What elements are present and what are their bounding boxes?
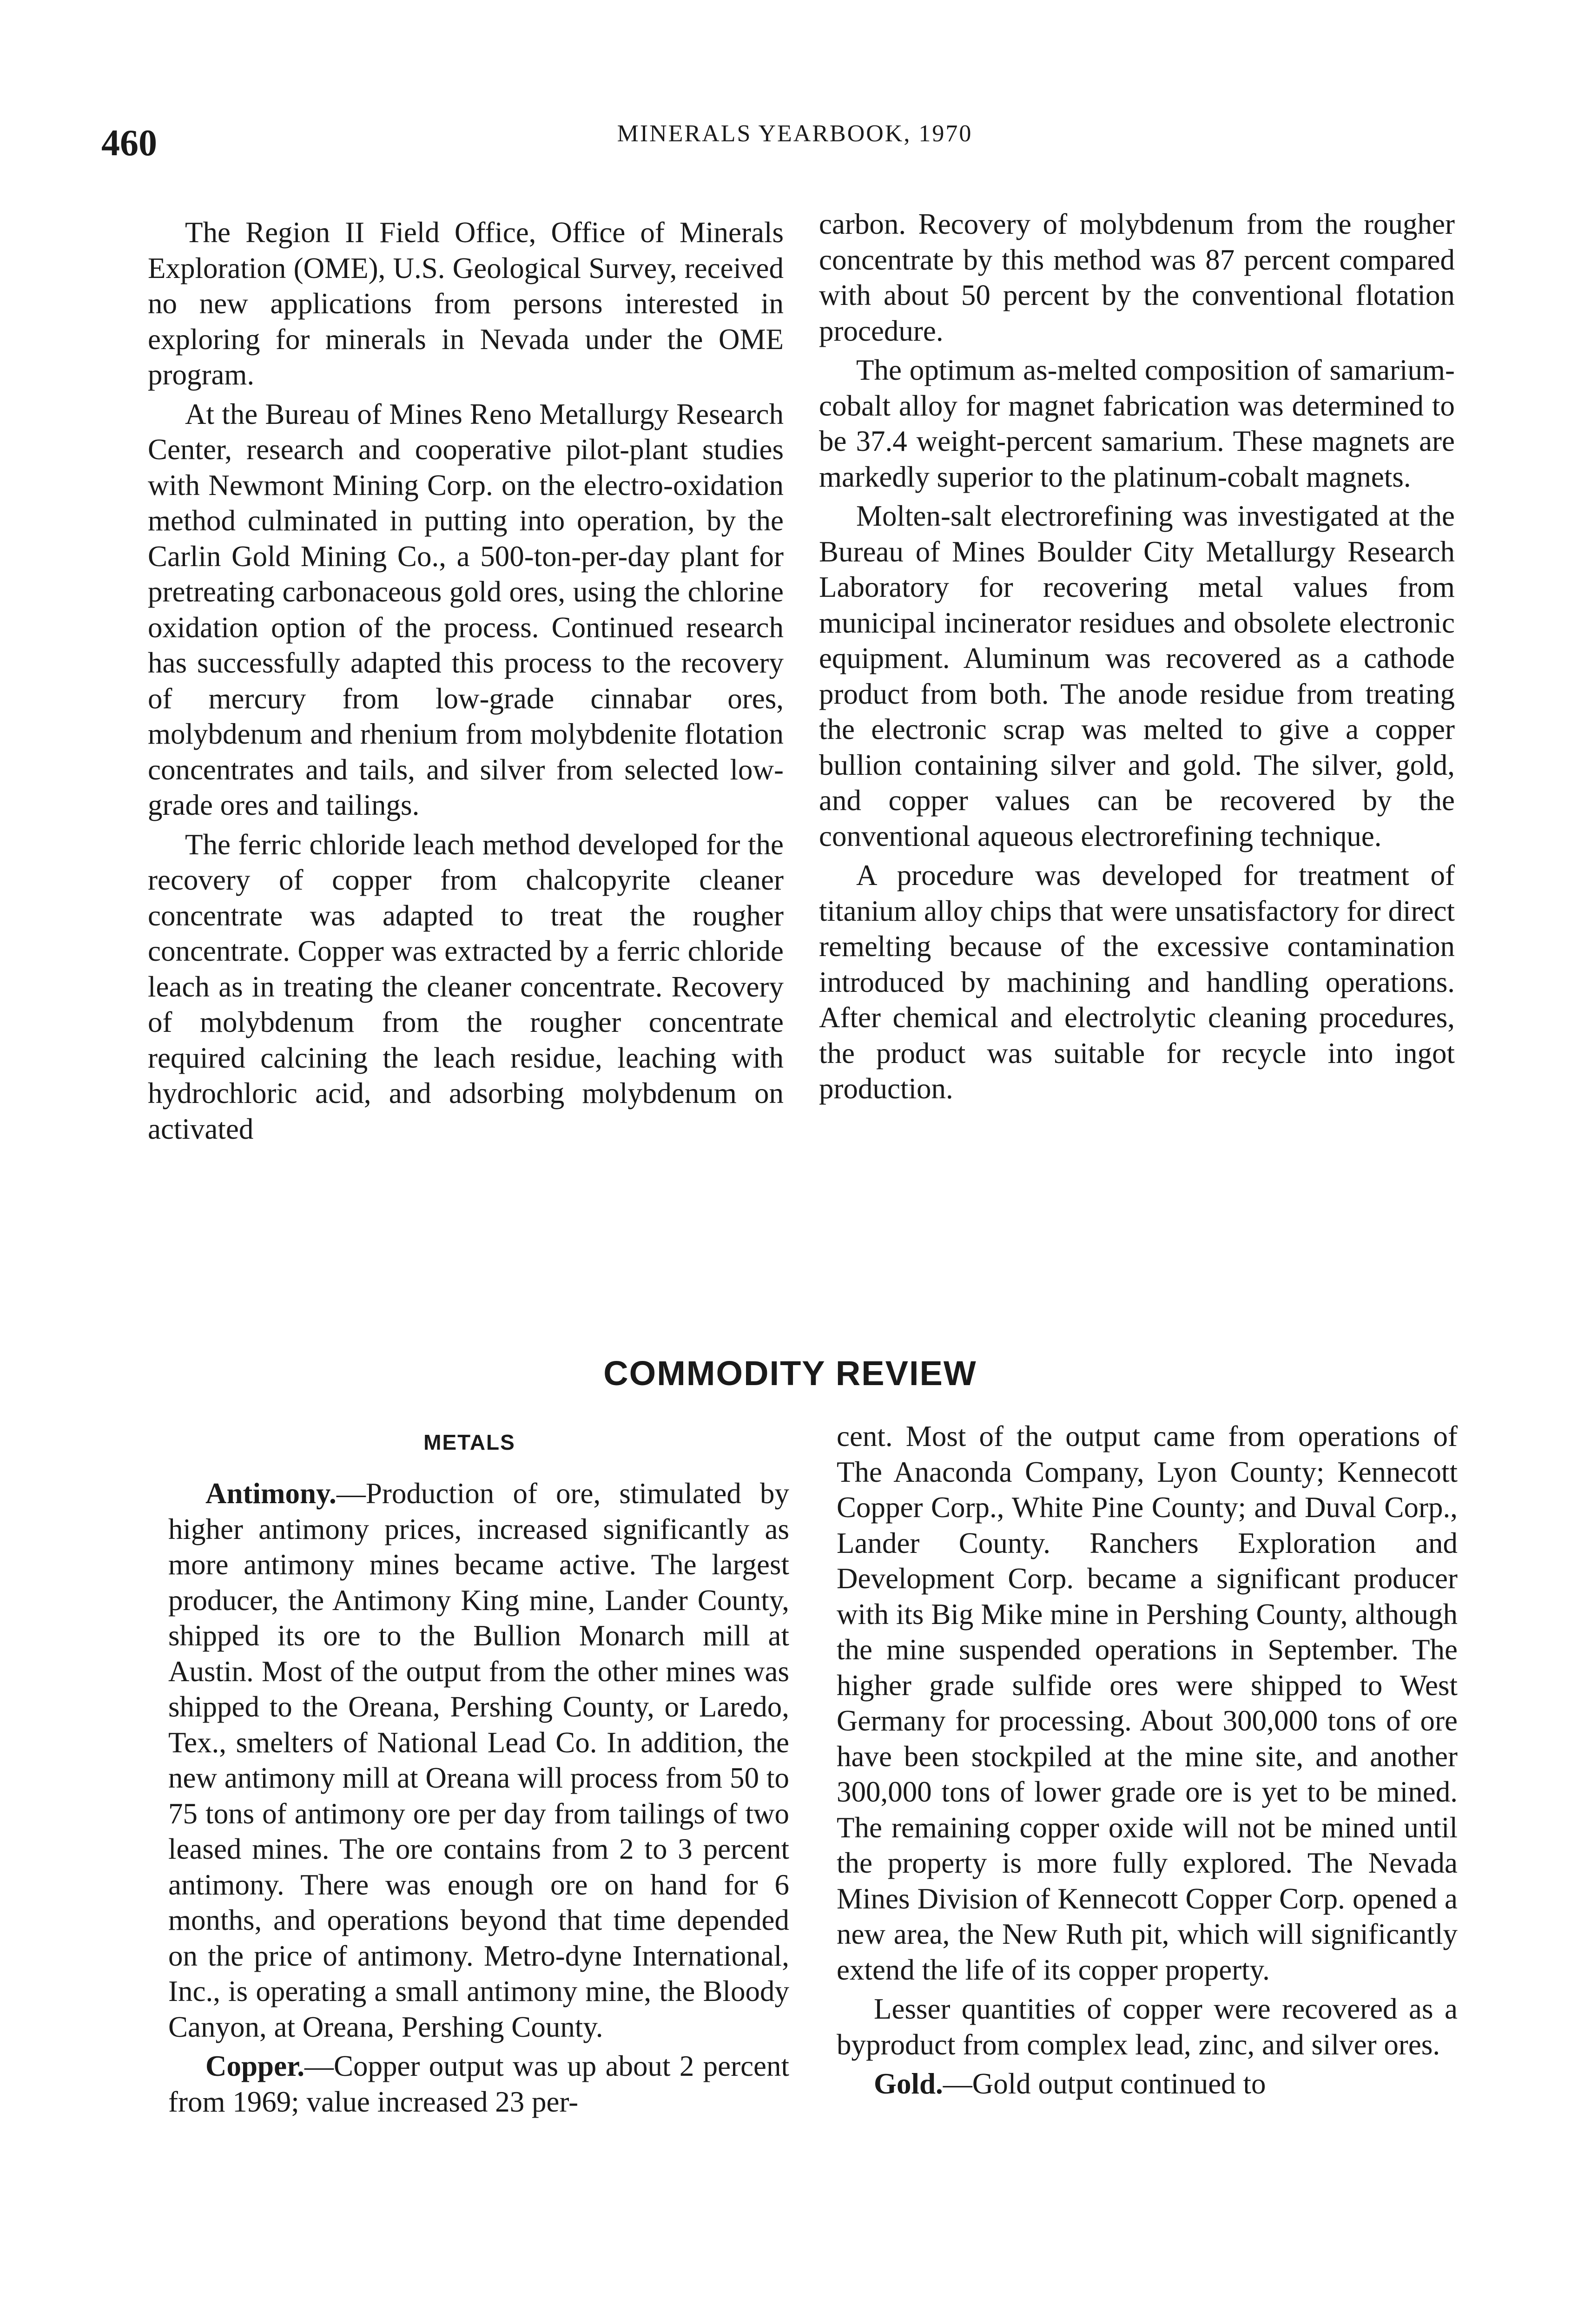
paragraph-samarium-cobalt: The optimum as-melted composition of samarium-cobalt alloy for magnet fabrication was determined to be 37.4 weight-percent samarium. These magnets are markedly superior to the platinum-cobalt magnets. — [819, 354, 1455, 493]
paragraph-ferric-chloride: The ferric chloride leach method developed for the recovery of copper from chalcopyrite cleaner concentrate was adapted to treat the rougher concentrate. Copper was extracted by a ferric chloride leach as in treating the cleaner concentrate. Recovery of molybdenum from the rougher concentrate required calcining the leach residue, leaching with hydrochloric acid, and adsorbing molybdenum on activated — [148, 828, 784, 1145]
running-head: MINERALS YEARBOOK, 1970 — [617, 120, 973, 147]
paragraph-copper-continuation: cent. Most of the output came from operations of The Anaconda Company, Lyon County; Kennecott Copper Corp., White Pine County; and Duval Corp., Lander County. Ranchers Exploration and Development Corp. became a significant producer with its Big Mike mine in Pershing County, although the mine suspended operations in September. The higher grade sulfide ores were shipped to West Germany for processing. About 300,000 tons of ore have been stockpiled at the mine site, and another 300,000 tons of lower grade ore is yet to be mined. The remaining copper oxide will not be mined until the property is more fully explored. The Nevada Mines Division of Kennecott Copper Corp. opened a new area, the New Ruth pit, which will significantly extend the life of its copper property. — [837, 1420, 1458, 1986]
antimony-text: —Production of ore, stimulated by higher antimony prices, increased significantly as more antimony mines became active. The largest producer, the Antimony King mine, Lander County, shipped its ore to the Bullion Monarch mill at Austin. Most of the output from the other mines was shipped to the Oreana, Pershing County, or Laredo, Tex., smelters of National Lead Co. In addition, the new antimony mill at Oreana will process from 50 to 75 tons of antimony ore per day from tailings of two leased mines. The ore contains from 2 to 3 percent antimony. There was enough ore on hand for 6 months, and operations beyond that time depended on the price of antimony. Metro-dyne International, Inc., is operating a small antimony mine, the Bloody Canyon, at Oreana, Pershing County. — [168, 1477, 789, 2043]
copper-heading: Copper. — [205, 2050, 304, 2082]
paragraph-copper — [168, 2048, 789, 2119]
paragraph-electrorefining: Molten-salt electrorefining was investigated at the Bureau of Mines Boulder City Metallurgy Research Laboratory for recovering metal values from municipal incinerator residues and obsolete electronic equipment. Aluminum was recovered as a cathode product from both. The anode residue from treating the electronic scrap was melted to give a copper bullion containing silver and gold. The silver, gold, and copper values can be recovered by the conventional aqueous electrorefining technique. — [819, 500, 1455, 852]
gold-heading: Gold. — [874, 2067, 943, 2100]
copper-text: —Copper output was up about 2 percent from 1969; value increased 23 per- — [168, 2050, 789, 2118]
bottom-right-column — [837, 1419, 1458, 2102]
page-number: 460 — [101, 123, 157, 164]
paragraph-antimony — [168, 1476, 789, 2045]
paragraph-titanium: A procedure was developed for treatment of titanium alloy chips that were unsatisfactory for direct remelting because of the excessive contamination introduced by machining and handling operations. After chemical and electrolytic cleaning procedures, the product was suitable for recycle into ingot production. — [819, 859, 1455, 1105]
top-right-column — [819, 206, 1455, 1107]
paragraph-ome: The Region II Field Office, Office of Minerals Exploration (OME), U.S. Geological Survey, received no new applications from persons interested in exploring for minerals in Nevada under the OME program. — [148, 216, 784, 391]
top-left-column — [148, 215, 784, 1147]
paragraph-reno-research: At the Bureau of Mines Reno Metallurgy Research Center, research and cooperative pilot-plant studies with Newmont Mining Corp. on the electro-oxidation method culminated in putting into operation, by the Carlin Gold Mining Co., a 500-ton-per-day plant for pretreating carbonaceous gold ores, using the chlorine oxidation option of the process. Continued research has successfully adapted this process to the recovery of mercury from low-grade cinnabar ores, molybdenum and rhenium from molybdenite flotation concentrates and tails, and silver from selected low-grade ores and tailings. — [148, 397, 784, 821]
paragraph-gold — [837, 2066, 1458, 2102]
gold-text: —Gold output continued to — [943, 2067, 1266, 2100]
paragraph-continuation: carbon. Recovery of molybdenum from the rougher concentrate by this method was 87 percent compared with about 50 percent by the conventional flotation procedure. — [819, 208, 1455, 347]
paragraph-lesser-copper: Lesser quantities of copper were recovered as a byproduct from complex lead, zinc, and silver ores. — [837, 1993, 1458, 2061]
section-title: COMMODITY REVIEW — [603, 1354, 977, 1393]
antimony-heading: Antimony. — [205, 1477, 337, 1510]
bottom-left-column — [168, 1476, 789, 2119]
subsection-title: METALS — [423, 1430, 515, 1454]
